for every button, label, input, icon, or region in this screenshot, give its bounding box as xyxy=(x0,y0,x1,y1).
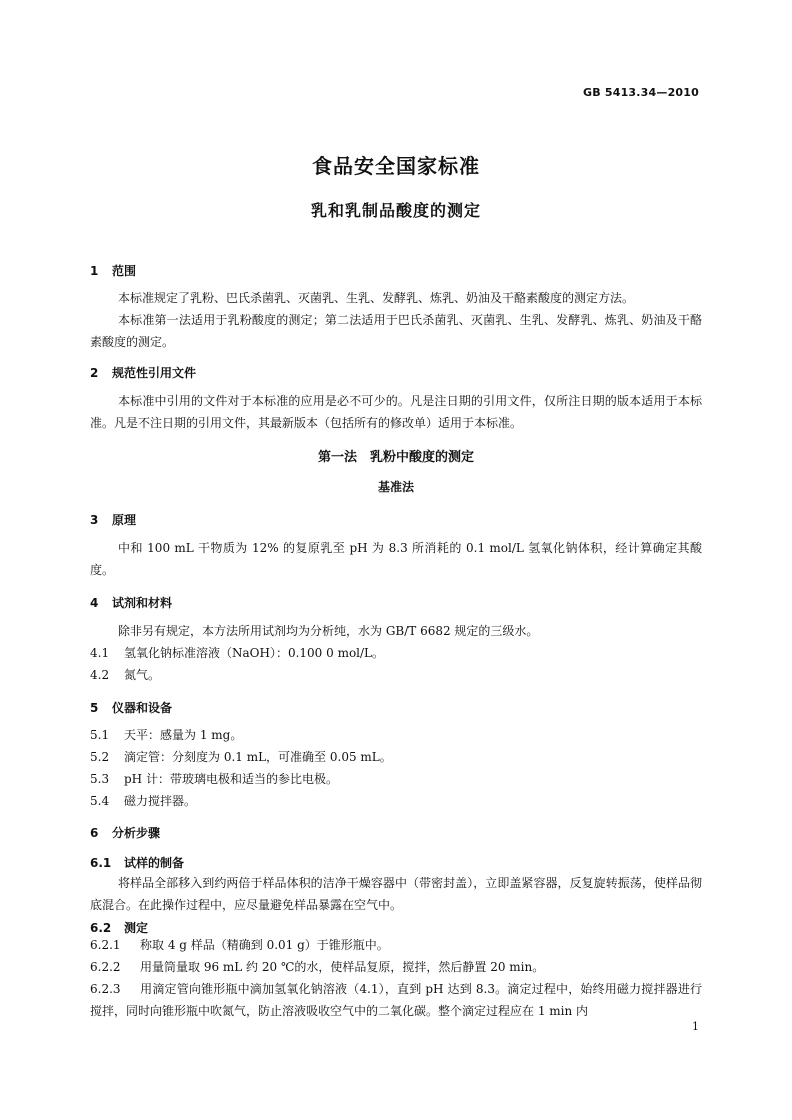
item-number: 6.2.1 xyxy=(90,938,121,952)
document-subtitle: 乳和乳制品酸度的测定 xyxy=(310,201,481,220)
list-item xyxy=(90,664,702,686)
item-text: 用量筒量取 96 mL 约 20 ℃的水，使样品复原，搅拌，然后静置 20 min。 xyxy=(140,960,545,974)
item-number: 6.2.2 xyxy=(90,960,121,974)
item-text: 磁力搅拌器。 xyxy=(124,794,197,808)
section-2-heading xyxy=(90,364,196,381)
section-1-paragraph-2: 本标准第一法适用于乳粉酸度的测定；第二法适用于巴氏杀菌乳、灭菌乳、生乳、发酵乳、炼乳、奶油及干酪素酸度的测定。 xyxy=(90,313,702,349)
section-4-paragraph-1: 除非另有规定，本方法所用试剂均为分析纯，水为 GB/T 6682 规定的三级水。 xyxy=(118,624,539,638)
section-title: 试剂和材料 xyxy=(112,596,173,610)
section-4-heading xyxy=(90,594,172,611)
section-3-heading xyxy=(90,511,136,528)
subsection-title: 试样的制备 xyxy=(124,856,185,870)
list-item xyxy=(90,746,702,768)
section-number: 2 xyxy=(90,366,99,380)
item-number: 4.1 xyxy=(90,646,110,660)
section-number: 3 xyxy=(90,513,99,527)
section-5-heading xyxy=(90,699,172,716)
section-6-heading xyxy=(90,824,160,841)
item-text: 用滴定管向锥形瓶中滴加氢氧化钠溶液（4.1），直到 pH 达到 8.3。滴定过程中，始终用磁力搅拌器进行搅拌，同时向锥形瓶中吹氮气，防止溶液吸收空气中的二氧化碳。整个滴定过程应在 1 min 内 xyxy=(90,982,702,1018)
list-item xyxy=(90,642,702,664)
document-title: 食品安全国家标准 xyxy=(312,154,480,178)
section-1-paragraph-1: 本标准规定了乳粉、巴氏杀菌乳、灭菌乳、生乳、发酵乳、炼乳、奶油及干酪素酸度的测定方法。 xyxy=(118,291,635,305)
subsection-6-1-heading xyxy=(90,854,184,871)
subsection-number: 6.1 xyxy=(90,856,112,870)
list-item xyxy=(90,790,702,812)
item-text: 滴定管：分刻度为 0.1 mL，可准确至 0.05 mL。 xyxy=(124,750,392,764)
item-number: 5.2 xyxy=(90,750,110,764)
subsection-number: 6.2 xyxy=(90,921,112,935)
method-subtitle: 基准法 xyxy=(377,480,414,494)
section-3-paragraph-1: 中和 100 mL 干物质为 12% 的复原乳至 pH 为 8.3 所消耗的 0.1 mol/L 氢氧化钠体积，经计算确定其酸度。 xyxy=(90,541,702,577)
item-number: 5.4 xyxy=(90,794,110,808)
item-text: 氮气。 xyxy=(124,668,161,682)
subsection-6-1-paragraph: 将样品全部移入到约两倍于样品体积的洁净干燥容器中（带密封盖），立即盖紧容器，反复旋转振荡，使样品彻底混合。在此操作过程中，应尽量避免样品暴露在空气中。 xyxy=(90,876,702,912)
subsection-title: 测定 xyxy=(124,921,149,935)
section-title: 范围 xyxy=(112,264,137,278)
section-title: 规范性引用文件 xyxy=(112,366,197,380)
item-number: 5.3 xyxy=(90,772,110,786)
section-number: 5 xyxy=(90,701,99,715)
item-number: 5.1 xyxy=(90,728,110,742)
section-title: 原理 xyxy=(112,513,137,527)
section-number: 4 xyxy=(90,596,99,610)
section-title: 分析步骤 xyxy=(112,826,161,840)
item-text: 氢氧化钠标准溶液（NaOH）：0.100 0 mol/L。 xyxy=(124,646,385,660)
item-text: 天平：感量为 1 mg。 xyxy=(124,728,243,742)
item-text: pH 计：带玻璃电极和适当的参比电极。 xyxy=(124,772,338,786)
method-title: 第一法 乳粉中酸度的测定 xyxy=(317,450,474,465)
item-number: 6.2.3 xyxy=(90,982,121,996)
section-title: 仪器和设备 xyxy=(112,701,173,715)
list-item-6-2-3 xyxy=(90,978,702,1022)
item-text: 称取 4 g 样品（精确到 0.01 g）于锥形瓶中。 xyxy=(140,938,389,952)
list-item xyxy=(90,934,702,956)
section-2-paragraph-1: 本标准中引用的文件对于本标准的应用是必不可少的。凡是注日期的引用文件，仅所注日期的版本适用于本标准。凡是不注日期的引用文件，其最新版本（包括所有的修改单）适用于本标准。 xyxy=(90,394,702,430)
page-number: 1 xyxy=(692,1020,699,1033)
list-item xyxy=(90,724,702,746)
list-item xyxy=(90,768,702,790)
section-number: 1 xyxy=(90,264,99,278)
item-number: 4.2 xyxy=(90,668,110,682)
standard-number: GB 5413.34—2010 xyxy=(583,86,699,99)
section-1-heading xyxy=(90,262,136,279)
list-item xyxy=(90,956,702,978)
section-number: 6 xyxy=(90,826,99,840)
